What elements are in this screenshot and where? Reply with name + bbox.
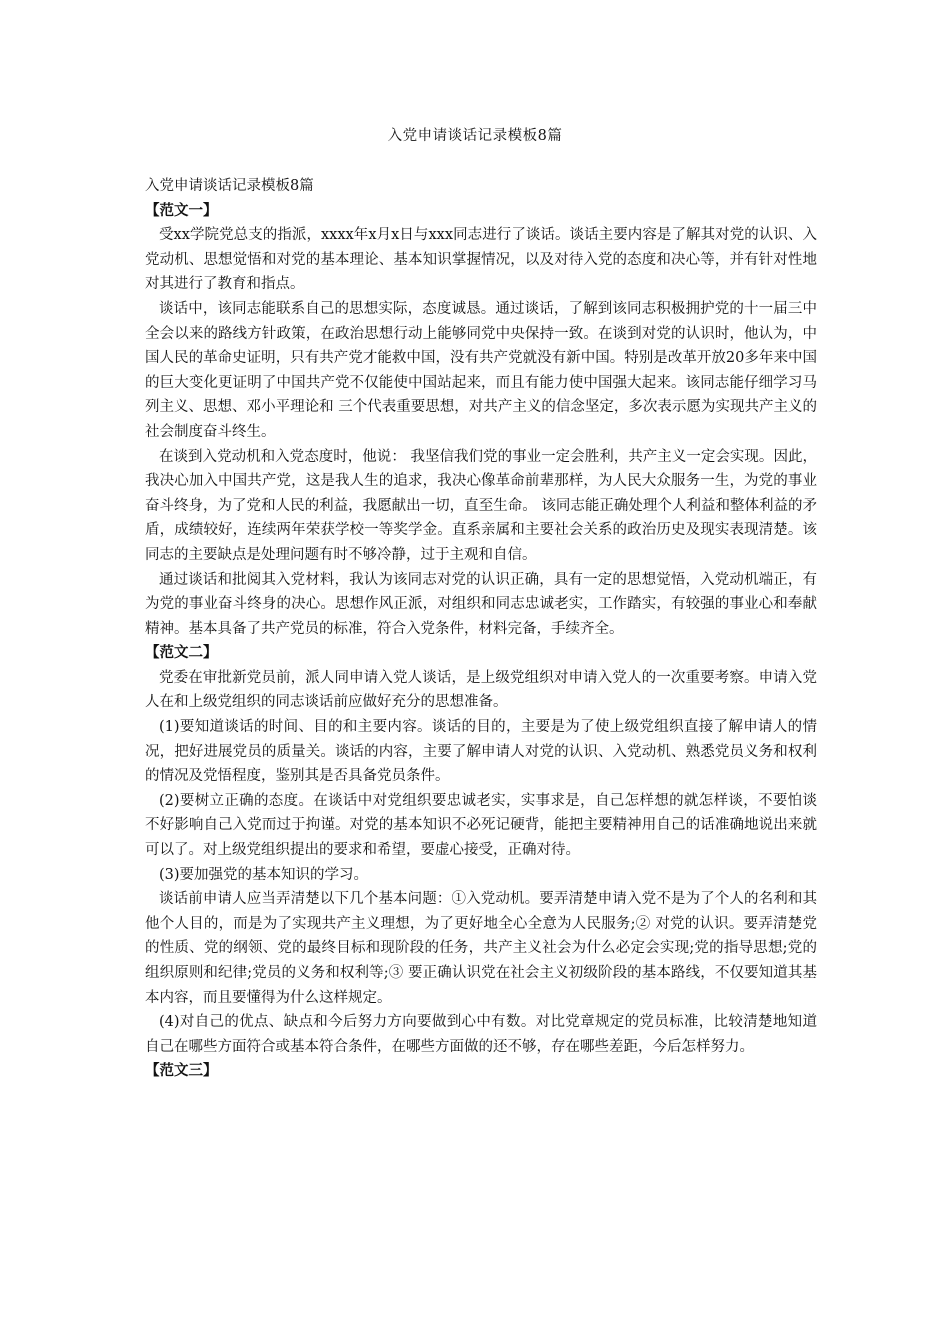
document-body [145,174,817,1084]
paragraph: 通过谈话和批阅其入党材料，我认为该同志对党的认识正确，具有一定的思想觉悟，入党动机端正，有为党的事业奋斗终身的决心。思想作风正派，对组织和同志忠诚老实，工作踏实，有较强的事业心和奉献精神。基本具备了共产党员的标准，符合入党条件，材料完备，手续齐全。 [145,571,817,637]
document-title: 入党申请谈话记录模板8篇 [387,128,563,144]
document-subtitle: 入党申请谈话记录模板8篇 [145,178,314,194]
paragraph: (1)要知道谈话的时间、目的和主要内容。谈话的目的，主要是为了使上级党组织直接了解申请人的情况，把好进展党员的质量关。谈话的内容，主要了解申请人对党的认识、入党动机、熟悉党员义务和权利的情况及党悟程度，鉴别其是否具备党员条件。 [145,719,817,785]
section-heading-2: 【范文二】 [145,644,218,662]
paragraph: (4)对自己的优点、缺点和今后努力方向要做到心中有数。对比党章规定的党员标准，比较清楚地知道自己在哪些方面符合或基本符合条件，在哪些方面做的还不够，存在哪些差距，今后怎样努力。 [145,1014,817,1055]
paragraph: 在谈到入党动机和入党态度时，他说： 我坚信我们党的事业一定会胜利，共产主义一定会实现。因此，我决心加入中国共产党，这是我人生的追求，我决心像革命前辈那样，为人民大众服务一生，为党的事业奋斗终身，为了党和人民的利益，我愿献出一切，直至生命。 该同志能正确处理个人利益和整体利益的矛盾，成绩较好，连续两年荣获学校一等奖学金。直系亲属和主要社会关系的政治历史及现实表现清楚。该同志的主要缺点是处理问题有时不够冷静，过于主观和自信。 [145,448,817,563]
paragraph: 党委在审批新党员前，派人同申请入党人谈话，是上级党组织对申请入党人的一次重要考察。申请入党人在和上级党组织的同志谈话前应做好充分的思想准备。 [145,669,817,711]
paragraph: 谈话中，该同志能联系自己的思想实际，态度诚恳。通过谈话，了解到该同志积极拥护党的十一届三中全会以来的路线方针政策，在政治思想行动上能够同党中央保持一致。在谈到对党的认识时，他认为，中国人民的革命史证明，只有共产党才能救中国，没有共产党就没有新中国。特别是改革开放20多年来中国的巨大变化更证明了中国共产党不仅能使中国站起来，而且有能力使中国强大起来。该同志能仔细学习马列主义、思想、邓小平理论和 三个代表重要思想，对共产主义的信念坚定，多次表示愿为实现共产主义的社会制度奋斗终生。 [145,300,817,440]
paragraph: 谈话前申请人应当弄清楚以下几个基本问题：①入党动机。要弄清楚申请入党不是为了个人的名利和其他个人目的，而是为了实现共产主义理想，为了更好地全心全意为人民服务;② 对党的认识。要弄清楚党的性质、党的纲领、党的最终目标和现阶段的任务，共产主义社会为什么必定会实现;党的指导思想;党的组织原则和纪律;党员的义务和权利等;③ 要正确认识党在社会主义初级阶段的基本路线，不仅要知道其基本内容，而且要懂得为什么这样规定。 [145,891,817,1006]
paragraph: (3)要加强党的基本知识的学习。 [159,866,369,883]
section-heading-3: 【范文三】 [145,1062,218,1080]
section-heading-1: 【范文一】 [145,201,218,219]
paragraph: 受xx学院党总支的指派，xxxx年x月x日与xxx同志进行了谈话。谈话主要内容是了解其对党的认识、入党动机、思想觉悟和对党的基本理论、基本知识掌握情况，以及对待入党的态度和决心等，并有针对性地对其进行了教育和指点。 [145,227,817,293]
paragraph: (2)要树立正确的态度。在谈话中对党组织要忠诚老实，实事求是，自己怎样想的就怎样谈，不要怕谈不好影响自己入党而过于拘谨。对党的基本知识不必死记硬背，能把主要精神用自己的话准确地说出来就可以了。对上级党组织提出的要求和希望，要虚心接受，正确对待。 [145,792,817,859]
